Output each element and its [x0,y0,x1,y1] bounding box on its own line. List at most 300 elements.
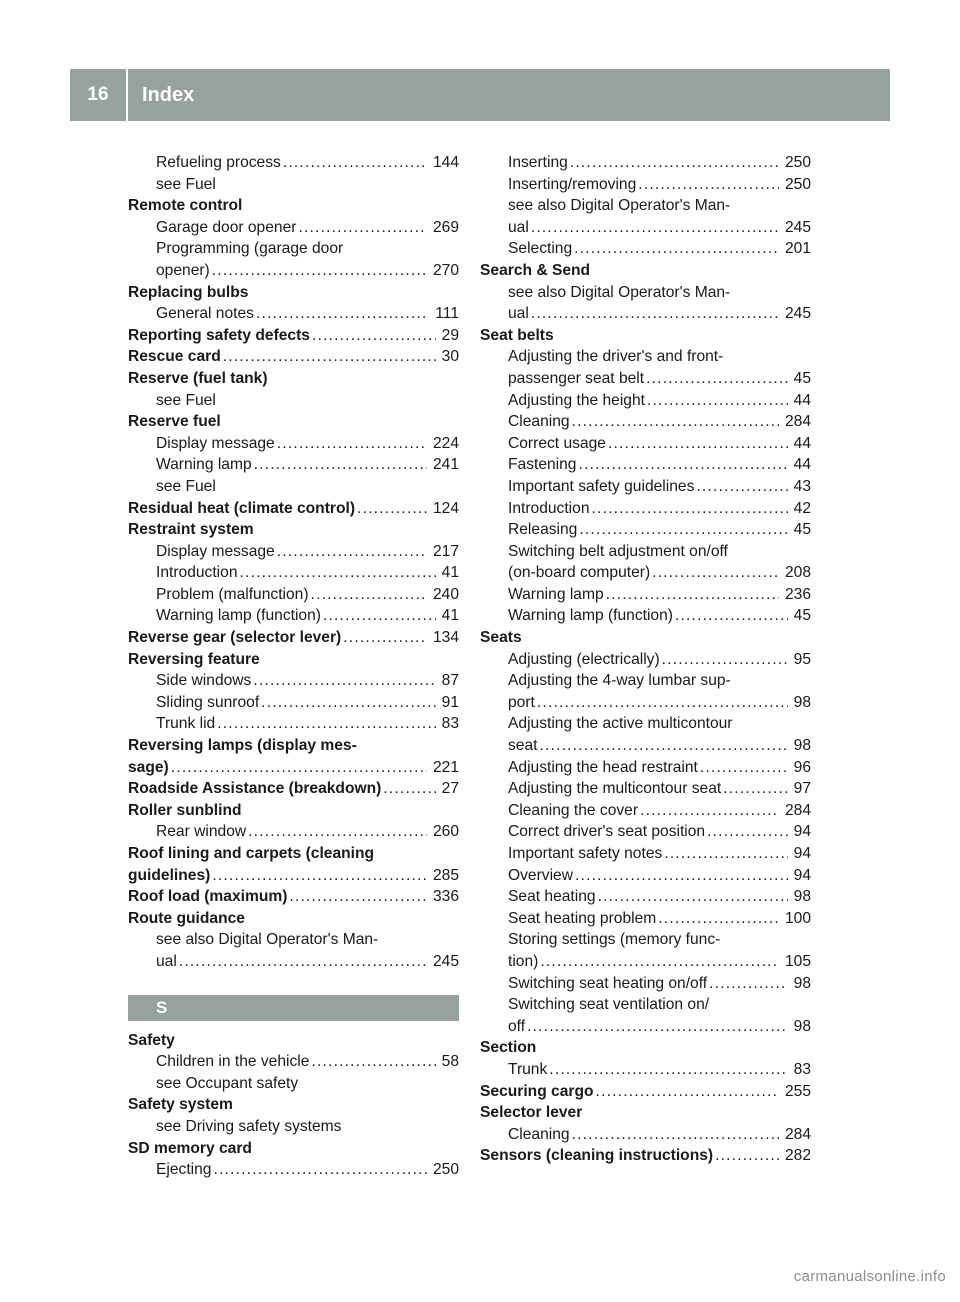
page-reference: 43 [793,477,811,495]
entry-text: see Fuel [156,175,216,193]
entry-text: Overview [508,866,573,884]
index-subentry [480,757,811,779]
entry-text: see Occupant safety [156,1074,299,1092]
index-column-left [128,152,459,1181]
entry-text: Adjusting (electrically) [508,650,660,668]
dot-leader [539,735,787,757]
dot-leader [383,778,435,800]
entry-text: sage) [128,758,169,776]
dot-leader [592,498,788,520]
page-reference: 95 [793,650,811,668]
page-reference: 208 [784,564,811,582]
index-entry [128,1138,459,1160]
page-reference: 201 [784,240,811,258]
entry-text: SD memory card [128,1139,252,1157]
dot-leader [638,174,779,196]
dot-leader [647,390,788,412]
index-subentry [128,1116,459,1138]
dot-leader [223,346,436,368]
page-reference: 217 [432,542,459,560]
index-subentry [480,390,811,412]
page-reference: 111 [435,305,459,323]
dot-leader [179,951,427,973]
page-reference: 42 [793,499,811,517]
page-reference: 260 [432,823,459,841]
entry-text: Fastening [508,456,577,474]
entry-text: Important safety notes [508,845,663,862]
index-subentry [480,217,811,239]
entry-text: Introduction [156,564,238,582]
dot-leader [323,605,436,627]
index-subentry [480,886,811,908]
entry-text: Correct usage [508,434,606,452]
index-subentry [480,519,811,541]
page-reference: 98 [793,974,811,992]
index-entry [128,411,459,433]
index-subentry [480,346,811,368]
index-subentry [480,303,811,325]
page-reference: 98 [793,1017,811,1035]
dot-leader [253,670,435,692]
entry-text: Refueling process [156,154,281,171]
index-entry [128,498,459,520]
entry-text: Cleaning [508,1125,570,1143]
entry-text: ual [508,305,529,323]
page-reference: 144 [432,154,459,171]
index-subentry [480,973,811,995]
dot-leader [311,584,427,606]
index-subentry [128,1073,459,1095]
entry-text: Programming (garage door [156,240,344,258]
index-subentry [480,411,811,433]
page-reference: 96 [793,758,811,776]
entry-text: Adjusting the head restraint [508,758,698,776]
index-subentry [128,541,459,563]
index-entry [480,627,811,649]
page-reference: 30 [441,348,459,366]
entry-text: Warning lamp [508,585,604,603]
page-reference: 58 [441,1053,459,1071]
dot-leader [540,951,779,973]
index-subentry [480,951,811,973]
page-reference: 250 [784,154,811,171]
dot-leader [640,800,779,822]
entry-text: Switching belt adjustment on/off [508,542,728,560]
page-reference: 98 [793,693,811,711]
page-reference: 224 [432,434,459,452]
dot-leader [608,433,788,455]
index-subentry [480,368,811,390]
entry-text: Seat heating [508,888,596,906]
index-entry [128,800,459,822]
page-reference: 241 [432,456,459,474]
dot-leader [723,778,787,800]
index-subentry [128,1051,459,1073]
entry-text: Children in the vehicle [156,1053,310,1071]
index-entry [480,1037,811,1059]
index-subentry [480,605,811,627]
page-reference: 250 [432,1161,459,1179]
dot-leader [343,627,427,649]
entry-text: Problem (malfunction) [156,585,309,603]
index-subentry [128,584,459,606]
entry-text: Sensors (cleaning instructions) [480,1147,714,1165]
page-title: Index [142,83,195,106]
dot-leader [171,757,427,779]
index-subentry [480,584,811,606]
dot-leader [572,1124,779,1146]
page-reference: 83 [441,715,459,733]
index-entry [128,325,459,347]
entry-text: Seats [480,629,522,647]
index-subentry [480,908,811,930]
index-subentry [480,865,811,887]
index-subentry [480,454,811,476]
dot-leader [357,498,427,520]
page-reference: 27 [441,780,459,798]
page-reference: 94 [793,823,811,841]
index-subentry [480,238,811,260]
dot-leader [578,454,787,476]
page-reference: 221 [432,758,459,776]
entry-text: Roof lining and carpets (cleaning [128,845,375,862]
page-reference: 285 [432,866,459,884]
entry-text: Warning lamp [156,456,252,474]
entry-text: see also Digital Operator's Man- [156,931,379,949]
index-subentry [128,454,459,476]
index-entry [128,649,459,671]
dot-leader [212,260,427,282]
entry-text: Adjusting the active multicontour [508,715,733,733]
page-reference: 134 [432,629,459,647]
entry-text: Roller sunblind [128,801,242,819]
dot-leader [312,325,436,347]
index-subentry [128,951,459,973]
entry-text: Inserting/removing [508,175,637,193]
entry-text: Roof load (maximum) [128,888,288,906]
dot-leader [598,886,788,908]
index-subentry [480,174,811,196]
index-subentry [128,476,459,498]
index-subentry [128,605,459,627]
entry-text: Reversing lamps (display mes- [128,737,357,755]
index-subentry [480,282,811,304]
entry-text: Switching seat ventilation on/ [508,996,710,1014]
entry-text: Residual heat (climate control) [128,499,356,517]
dot-leader [570,152,779,174]
entry-text: Rescue card [128,348,221,366]
entry-text: see Driving safety systems [156,1117,342,1135]
dot-leader [664,843,787,865]
entry-text: Switching seat heating on/off [508,974,708,992]
page-reference: 284 [784,801,811,819]
entry-text: Correct driver's seat position [508,823,706,841]
index-entry [480,1102,811,1124]
entry-text: Display message [156,542,275,560]
index-subentry [480,1124,811,1146]
page-reference: 29 [441,326,459,344]
entry-text: Securing cargo [480,1082,594,1100]
dot-leader [646,368,788,390]
entry-text: Ejecting [156,1161,212,1179]
dot-leader [217,713,435,735]
index-subentry [128,390,459,412]
index-list-s [128,1030,459,1181]
dot-leader [277,541,427,563]
dot-leader [240,562,436,584]
index-subentry [480,843,811,865]
dot-leader [700,757,788,779]
index-subentry [128,260,459,282]
index-subentry [128,238,459,260]
page-reference: 284 [784,413,811,431]
entry-text: passenger seat belt [508,369,645,387]
entry-text: Warning lamp (function) [156,607,321,625]
entry-text: (on-board computer) [508,564,651,582]
page-reference: 45 [793,607,811,625]
index-entry [128,195,459,217]
index-entry [480,325,811,347]
page-reference: 94 [793,866,811,884]
page-reference: 87 [441,672,459,690]
page-reference: 240 [432,585,459,603]
section-gap [128,973,459,995]
index-subentry [128,433,459,455]
index-subentry [480,821,811,843]
entry-text: Reversing feature [128,650,260,668]
dot-leader [662,649,788,671]
index-entry [480,1145,811,1167]
page-reference: 44 [793,434,811,452]
index-entry [128,519,459,541]
dot-leader [283,152,427,174]
page-reference: 98 [793,737,811,755]
page-reference: 336 [432,888,459,906]
page-reference: 282 [784,1147,811,1165]
index-entry [128,735,459,757]
index-entry [128,778,459,800]
dot-leader [212,865,427,887]
entry-text: Adjusting the driver's and front- [508,348,724,366]
entry-text: Inserting [508,154,568,171]
index-subentry [128,692,459,714]
entry-text: Reserve fuel [128,413,221,431]
page-reference: 94 [793,845,811,862]
index-entry [480,260,811,282]
dot-leader [658,908,779,930]
entry-text: Side windows [156,672,252,690]
index-subentry [480,562,811,584]
index-subentry [480,778,811,800]
entry-text: Selector lever [480,1104,583,1122]
dot-leader [537,692,788,714]
index-subentry [128,303,459,325]
page-reference: 97 [793,780,811,798]
page-reference: 245 [784,218,811,236]
index-entry [128,1094,459,1116]
index-subentry [128,713,459,735]
entry-text: Remote control [128,197,243,215]
page-reference: 284 [784,1125,811,1143]
entry-text: Selecting [508,240,573,258]
dot-leader [572,411,779,433]
entry-text: see also Digital Operator's Man- [508,197,731,215]
dot-leader [574,238,779,260]
index-subentry [480,195,811,217]
page-reference: 83 [793,1060,811,1078]
page-reference: 269 [432,218,459,236]
index-subentry [480,1016,811,1038]
index-subentry [480,670,811,692]
entry-text: Trunk lid [156,715,216,733]
dot-leader [596,1081,779,1103]
page-reference: 41 [441,607,459,625]
index-column-right [480,152,811,1167]
dot-leader [696,476,787,498]
index-subentry [128,821,459,843]
dot-leader [527,1016,788,1038]
index-subentry [480,1059,811,1081]
entry-text: Route guidance [128,909,245,927]
index-subentry [480,800,811,822]
entry-text: Storing settings (memory func- [508,931,721,949]
entry-text: Sliding sunroof [156,693,260,711]
index-subentry [128,217,459,239]
index-subentry [480,735,811,757]
dot-leader [261,692,435,714]
page-reference: 255 [784,1082,811,1100]
entry-text: Roadside Assistance (breakdown) [128,780,382,798]
dot-leader [531,217,779,239]
entry-text: Restraint system [128,521,254,539]
index-subentry [128,174,459,196]
dot-leader [715,1145,779,1167]
dot-leader [256,303,429,325]
entry-text: Reporting safety defects [128,326,310,344]
entry-text: guidelines) [128,866,211,884]
dot-leader [675,605,788,627]
page-reference: 245 [432,952,459,970]
entry-text: ual [156,952,177,970]
dot-leader [579,519,787,541]
entry-text: opener) [156,261,210,279]
entry-text: Releasing [508,521,578,539]
dot-leader [575,865,788,887]
dot-leader [709,973,788,995]
index-entry [128,627,459,649]
page-reference: 98 [793,888,811,906]
page-reference: 105 [784,952,811,970]
index-subentry [480,433,811,455]
dot-leader [311,1051,435,1073]
dot-leader [289,886,427,908]
dot-leader [254,454,427,476]
entry-text: General notes [156,305,254,323]
entry-text: Display message [156,434,275,452]
page-number: 16 [87,84,109,105]
dot-leader [707,821,788,843]
dot-leader [549,1059,787,1081]
index-entry [128,282,459,304]
dot-leader [531,303,779,325]
entry-text: off [508,1017,526,1035]
index-subentry [128,929,459,951]
dot-leader [298,217,427,239]
entry-text: Trunk [508,1060,548,1078]
entry-text: port [508,693,535,711]
page-reference: 91 [441,693,459,711]
page-reference: 45 [793,369,811,387]
entry-text: Important safety guidelines [508,477,695,495]
entry-text: see Fuel [156,477,216,495]
entry-text: Adjusting the multicontour seat [508,780,722,798]
entry-text: Seat belts [480,326,554,344]
entry-text: Reverse gear (selector lever) [128,629,342,647]
entry-text: Safety system [128,1096,233,1114]
entry-text: Garage door opener [156,218,297,236]
index-list-r [128,152,459,973]
index-subentry [128,670,459,692]
page-reference: 45 [793,521,811,539]
dot-leader [652,562,779,584]
entry-text: Section [480,1039,537,1057]
index-subentry [480,476,811,498]
index-subentry [480,929,811,951]
entry-text: Rear window [156,823,247,841]
page-reference: 41 [441,564,459,582]
index-entry [128,757,459,779]
entry-text: tion) [508,952,539,970]
page-reference: 236 [784,585,811,603]
index-subentry [128,562,459,584]
header-divider [126,69,128,121]
index-subentry [480,692,811,714]
page-reference: 270 [432,261,459,279]
entry-text: Cleaning [508,413,570,431]
index-entry [128,908,459,930]
dot-leader [248,821,427,843]
index-subentry [480,649,811,671]
index-subentry [480,994,811,1016]
entry-text: Search & Send [480,261,591,279]
index-subentry [128,1159,459,1181]
index-entry [128,865,459,887]
entry-text: Seat heating problem [508,909,657,927]
page-reference: 44 [793,456,811,474]
entry-text: Warning lamp (function) [508,607,673,625]
index-entry [128,886,459,908]
watermark: carmanualsonline.info [793,1268,946,1285]
section-header-s: S [128,995,459,1021]
dot-leader [213,1159,426,1181]
index-subentry [480,498,811,520]
dot-leader [277,433,427,455]
index-subentry [480,713,811,735]
page-reference: 245 [784,305,811,323]
dot-leader [606,584,779,606]
entry-text: seat [508,737,538,755]
entry-text: Introduction [508,499,590,517]
entry-text: Reserve (fuel tank) [128,369,268,387]
index-entry [480,1081,811,1103]
entry-text: Safety [128,1031,175,1049]
page-reference: 100 [784,909,811,927]
index-subentry [128,152,459,174]
entry-text: see also Digital Operator's Man- [508,283,731,301]
entry-text: Replacing bulbs [128,283,249,301]
entry-text: see Fuel [156,391,216,409]
index-entry [128,843,459,865]
